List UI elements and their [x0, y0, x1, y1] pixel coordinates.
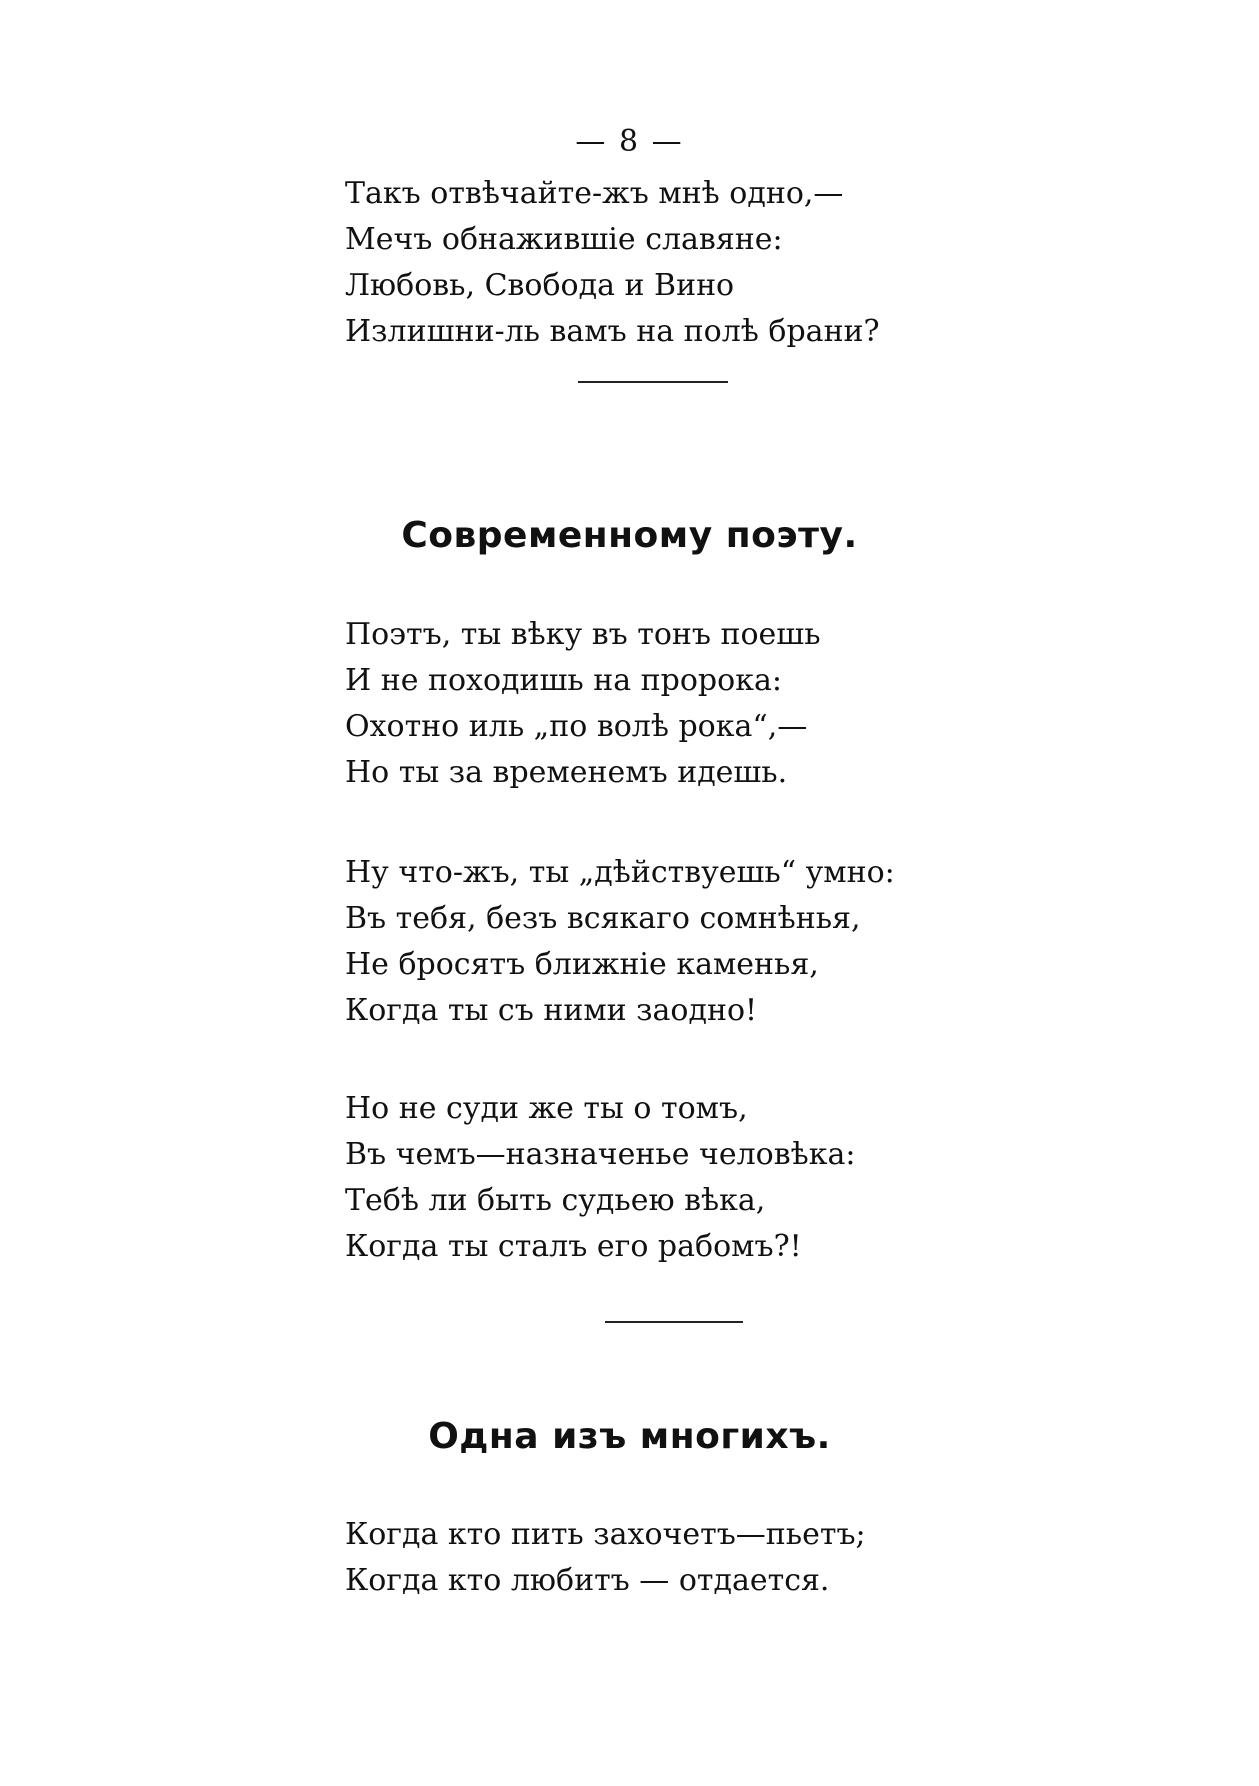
- poem1-stanza-2: [345, 850, 895, 1034]
- page-number: — 8 —: [575, 124, 684, 159]
- poem2-stanza-1: [345, 1512, 866, 1604]
- verse-line: Ну что-жъ, ты „дѣйствуешь“ умно:: [345, 855, 895, 890]
- verse-line: Не бросятъ ближніе каменья,: [345, 947, 819, 982]
- stanza-intro: [345, 171, 880, 355]
- section-divider: [578, 381, 728, 383]
- poem-title: Одна изъ многихъ.: [428, 1416, 831, 1457]
- verse-line: Но ты за временемъ идешь.: [345, 755, 788, 790]
- verse-line: Поэтъ, ты вѣку въ тонъ поешь: [345, 617, 821, 652]
- poem1-stanza-1: [345, 612, 821, 796]
- verse-line: Мечъ обнажившіе славяне:: [345, 222, 783, 257]
- verse-line: Любовь, Свобода и Вино: [345, 268, 735, 303]
- verse-line: И не походишь на пророка:: [345, 663, 782, 698]
- verse-line: Когда ты съ ними заодно!: [345, 993, 758, 1028]
- verse-line: Но не суди же ты о томъ,: [345, 1091, 748, 1126]
- poem-title: Современному поэту.: [401, 515, 858, 556]
- verse-line: Излишни-ль вамъ на полѣ брани?: [345, 314, 880, 349]
- verse-line: Въ тебя, безъ всякаго сомнѣнья,: [345, 901, 861, 936]
- verse-line: Когда ты сталъ его рабомъ?!: [345, 1229, 802, 1264]
- verse-line: Когда кто любитъ — отдается.: [345, 1563, 830, 1598]
- section-divider: [605, 1321, 743, 1323]
- poem1-stanza-3: [345, 1086, 855, 1270]
- verse-line: Когда кто пить захочетъ—пьетъ;: [345, 1517, 866, 1552]
- verse-line: Тебѣ ли быть судьею вѣка,: [345, 1183, 766, 1218]
- verse-line: Такъ отвѣчайте-жъ мнѣ одно,—: [345, 176, 844, 211]
- verse-line: Въ чемъ—назначенье человѣка:: [345, 1137, 856, 1172]
- verse-line: Охотно иль „по волѣ рока“,—: [345, 709, 808, 744]
